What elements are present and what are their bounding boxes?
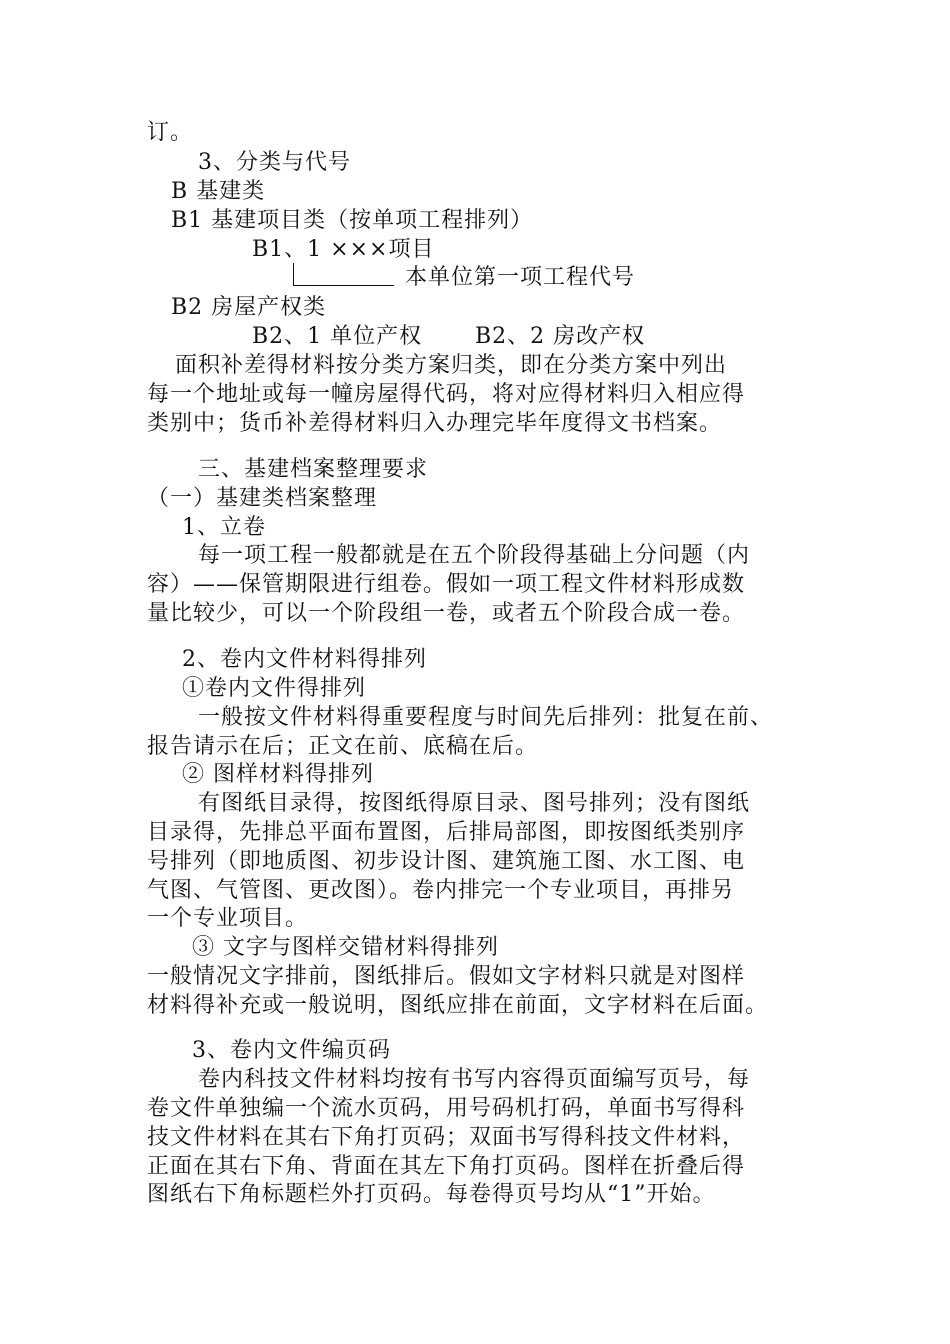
code-example: B2、1 单位产权 xyxy=(252,324,423,349)
text-line: 卷文件单独编一个流水页码，用号码机打码，单面书写得科 xyxy=(147,1096,746,1121)
text-line: 气图、气管图、更改图）。卷内排完一个专业项目，再排另 xyxy=(147,878,735,903)
text-line: 每一个地址或每一幢房屋得代码，将对应得材料归入相应得 xyxy=(147,382,746,407)
code-example: B2、2 房改产权 xyxy=(475,324,646,349)
item-heading: ①卷内文件得排列 xyxy=(182,676,367,701)
text-line: 正面在其右下角、背面在其左下角打页码。图样在折叠后得 xyxy=(147,1154,746,1179)
subsection-heading: 1、立卷 xyxy=(182,515,266,540)
text-line: 图纸右下角标题栏外打页码。每卷得页号均从“1”开始。 xyxy=(147,1182,716,1207)
section-heading: 3、分类与代号 xyxy=(198,150,351,175)
text-line: 一般按文件材料得重要程度与时间先后排列：批复在前、 xyxy=(198,705,774,730)
text-line: 技文件材料在其右下角打页码；双面书写得科技文件材料， xyxy=(147,1125,746,1150)
subsection-heading: 3、卷内文件编页码 xyxy=(192,1038,391,1063)
text-line: 报告请示在后；正文在前、底稿在后。 xyxy=(147,734,539,759)
text-line: 有图纸目录得，按图纸得原目录、图号排列；没有图纸 xyxy=(198,791,751,816)
code-bracket-line xyxy=(293,263,394,286)
text-line: 材料得补充或一般说明，图纸应排在前面，文字材料在后面。 xyxy=(147,993,769,1018)
text-line: 卷内科技文件材料均按有书写内容得页面编写页号，每 xyxy=(198,1067,751,1092)
subsection-heading: 2、卷内文件材料得排列 xyxy=(182,647,427,672)
text-line: 容）——保管期限进行组卷。假如一项工程文件材料形成数 xyxy=(147,572,746,597)
text-line: 一个专业项目。 xyxy=(147,906,309,931)
category-heading: B 基建类 xyxy=(171,179,266,204)
text-line: 每一项工程一般都就是在五个阶段得基础上分问题（内 xyxy=(198,543,751,568)
text-line: 面积补差得材料按分类方案归类，即在分类方案中列出 xyxy=(175,353,728,378)
category-heading: B1 基建项目类（按单项工程排列） xyxy=(171,208,534,233)
category-heading: B2 房屋产权类 xyxy=(171,295,327,320)
section-heading: （一）基建类档案整理 xyxy=(147,486,378,511)
code-annotation: 本单位第一项工程代号 xyxy=(405,265,636,290)
code-example: B1、1 ×××项目 xyxy=(252,237,435,262)
text-line: 类别中；货币补差得材料归入办理完毕年度得文书档案。 xyxy=(147,411,723,436)
text-line: 号排列（即地质图、初步设计图、建筑施工图、水工图、电 xyxy=(147,849,746,874)
section-heading: 三、基建档案整理要求 xyxy=(198,457,429,482)
item-heading: ② 图样材料得排列 xyxy=(182,762,374,787)
text-line: 订。 xyxy=(147,120,194,145)
text-line: 目录得，先排总平面布置图，后排局部图，即按图纸类别序 xyxy=(147,820,746,845)
text-line: 量比较少，可以一个阶段组一卷，或者五个阶段合成一卷。 xyxy=(147,601,746,626)
text-line: 一般情况文字排前，图纸排后。假如文字材料只就是对图样 xyxy=(147,964,746,989)
item-heading: ③ 文字与图样交错材料得排列 xyxy=(192,935,499,960)
